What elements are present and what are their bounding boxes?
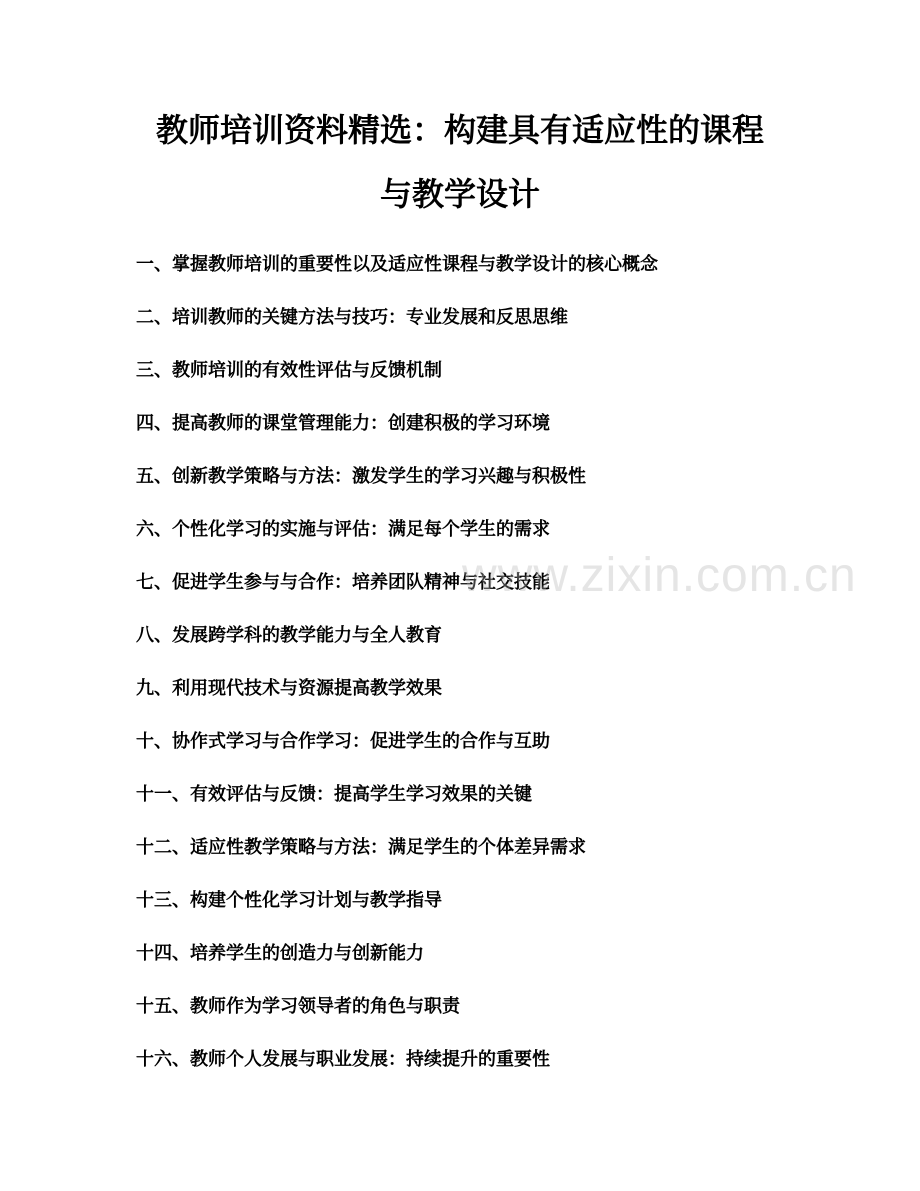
toc-item: 三、教师培训的有效性评估与反馈机制 — [136, 360, 442, 381]
toc-item: 十四、培养学生的创造力与创新能力 — [136, 943, 424, 964]
toc-item: 八、发展跨学科的教学能力与全人教育 — [136, 625, 442, 646]
toc-item: 十六、教师个人发展与职业发展：持续提升的重要性 — [136, 1049, 550, 1070]
toc-item: 五、创新教学策略与方法：激发学生的学习兴趣与积极性 — [136, 466, 586, 487]
toc-item: 十一、有效评估与反馈：提高学生学习效果的关键 — [136, 784, 532, 805]
document-title-line-2: 与教学设计 — [379, 175, 540, 213]
toc-item: 四、提高教师的课堂管理能力：创建积极的学习环境 — [136, 413, 550, 434]
toc-item: 十二、适应性教学策略与方法：满足学生的个体差异需求 — [136, 837, 586, 858]
watermark: www.zixin.com.cn — [462, 549, 857, 602]
toc-item: 一、掌握教师培训的重要性以及适应性课程与教学设计的核心概念 — [136, 254, 658, 275]
document-title-line-1: 教师培训资料精选：构建具有适应性的课程 — [155, 111, 764, 149]
toc-item: 十、协作式学习与合作学习：促进学生的合作与互助 — [136, 731, 550, 752]
toc-item: 六、个性化学习的实施与评估：满足每个学生的需求 — [136, 519, 550, 540]
table-of-contents — [136, 250, 658, 1098]
toc-item: 十五、教师作为学习领导者的角色与职责 — [136, 996, 460, 1017]
toc-item: 七、促进学生参与与合作：培养团队精神与社交技能 — [136, 572, 550, 593]
toc-item: 九、利用现代技术与资源提高教学效果 — [136, 678, 442, 699]
toc-item: 二、培训教师的关键方法与技巧：专业发展和反思思维 — [136, 307, 568, 328]
toc-item: 十三、构建个性化学习计划与教学指导 — [136, 890, 442, 911]
